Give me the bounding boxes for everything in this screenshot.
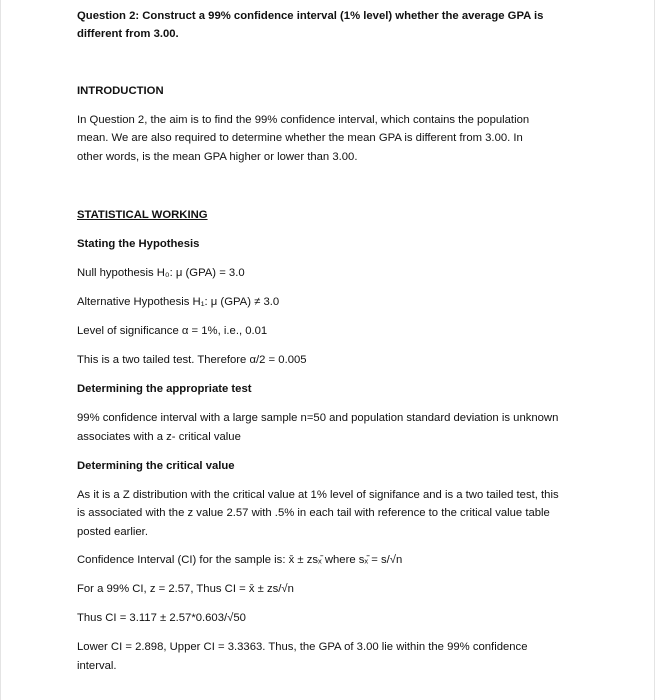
critical-value-heading: Determining the critical value (77, 460, 235, 472)
critical-value-line-3: posted earlier. (77, 526, 148, 538)
question-title-line-1: Question 2: Construct a 99% confidence interval (1% level) whether the average GPA is (77, 10, 544, 22)
conclusion-line-2: interval. (77, 660, 117, 672)
significance-level: Level of significance α = 1%, i.e., 0.01 (77, 325, 268, 337)
introduction-line-2: mean. We are also required to determine whether the mean GPA is different from 3.00. In (77, 132, 523, 144)
ci-99-formula: For a 99% CI, z = 2.57, Thus CI = x̄ ± zs/√n (77, 583, 294, 595)
conclusion-line-1: Lower CI = 2.898, Upper CI = 3.3363. Thus, the GPA of 3.00 lie within the 99% confidence (77, 641, 528, 653)
critical-value-line-1: As it is a Z distribution with the critical value at 1% level of signifance and is a two tailed test, this (77, 489, 559, 501)
two-tailed-statement: This is a two tailed test. Therefore α/2 = 0.005 (77, 354, 307, 366)
introduction-heading: INTRODUCTION (77, 85, 164, 97)
alternative-hypothesis: Alternative Hypothesis H₁: μ (GPA) ≠ 3.0 (77, 296, 280, 308)
appropriate-test-line-1: 99% confidence interval with a large sample n=50 and population standard deviation is unknown (77, 412, 559, 424)
statistical-working-heading: STATISTICAL WORKING (77, 209, 208, 221)
ci-value: Thus CI = 3.117 ± 2.57*0.603/√50 (77, 612, 246, 624)
critical-value-line-2: is associated with the z value 2.57 with .5% in each tail with reference to the critical value table (77, 507, 550, 519)
null-hypothesis: Null hypothesis H₀: μ (GPA) = 3.0 (77, 267, 245, 279)
ci-formula: Confidence Interval (CI) for the sample is: x̄ ± zsₓ̄ where sₓ̄ = s/√n (77, 554, 403, 566)
appropriate-test-heading: Determining the appropriate test (77, 383, 252, 395)
appropriate-test-line-2: associates with a z- critical value (77, 431, 241, 443)
hypothesis-heading: Stating the Hypothesis (77, 238, 200, 250)
introduction-line-3: other words, is the mean GPA higher or lower than 3.00. (77, 151, 358, 163)
question-title-line-2: different from 3.00. (77, 28, 179, 40)
introduction-line-1: In Question 2, the aim is to find the 99% confidence interval, which contains the population (77, 114, 530, 126)
